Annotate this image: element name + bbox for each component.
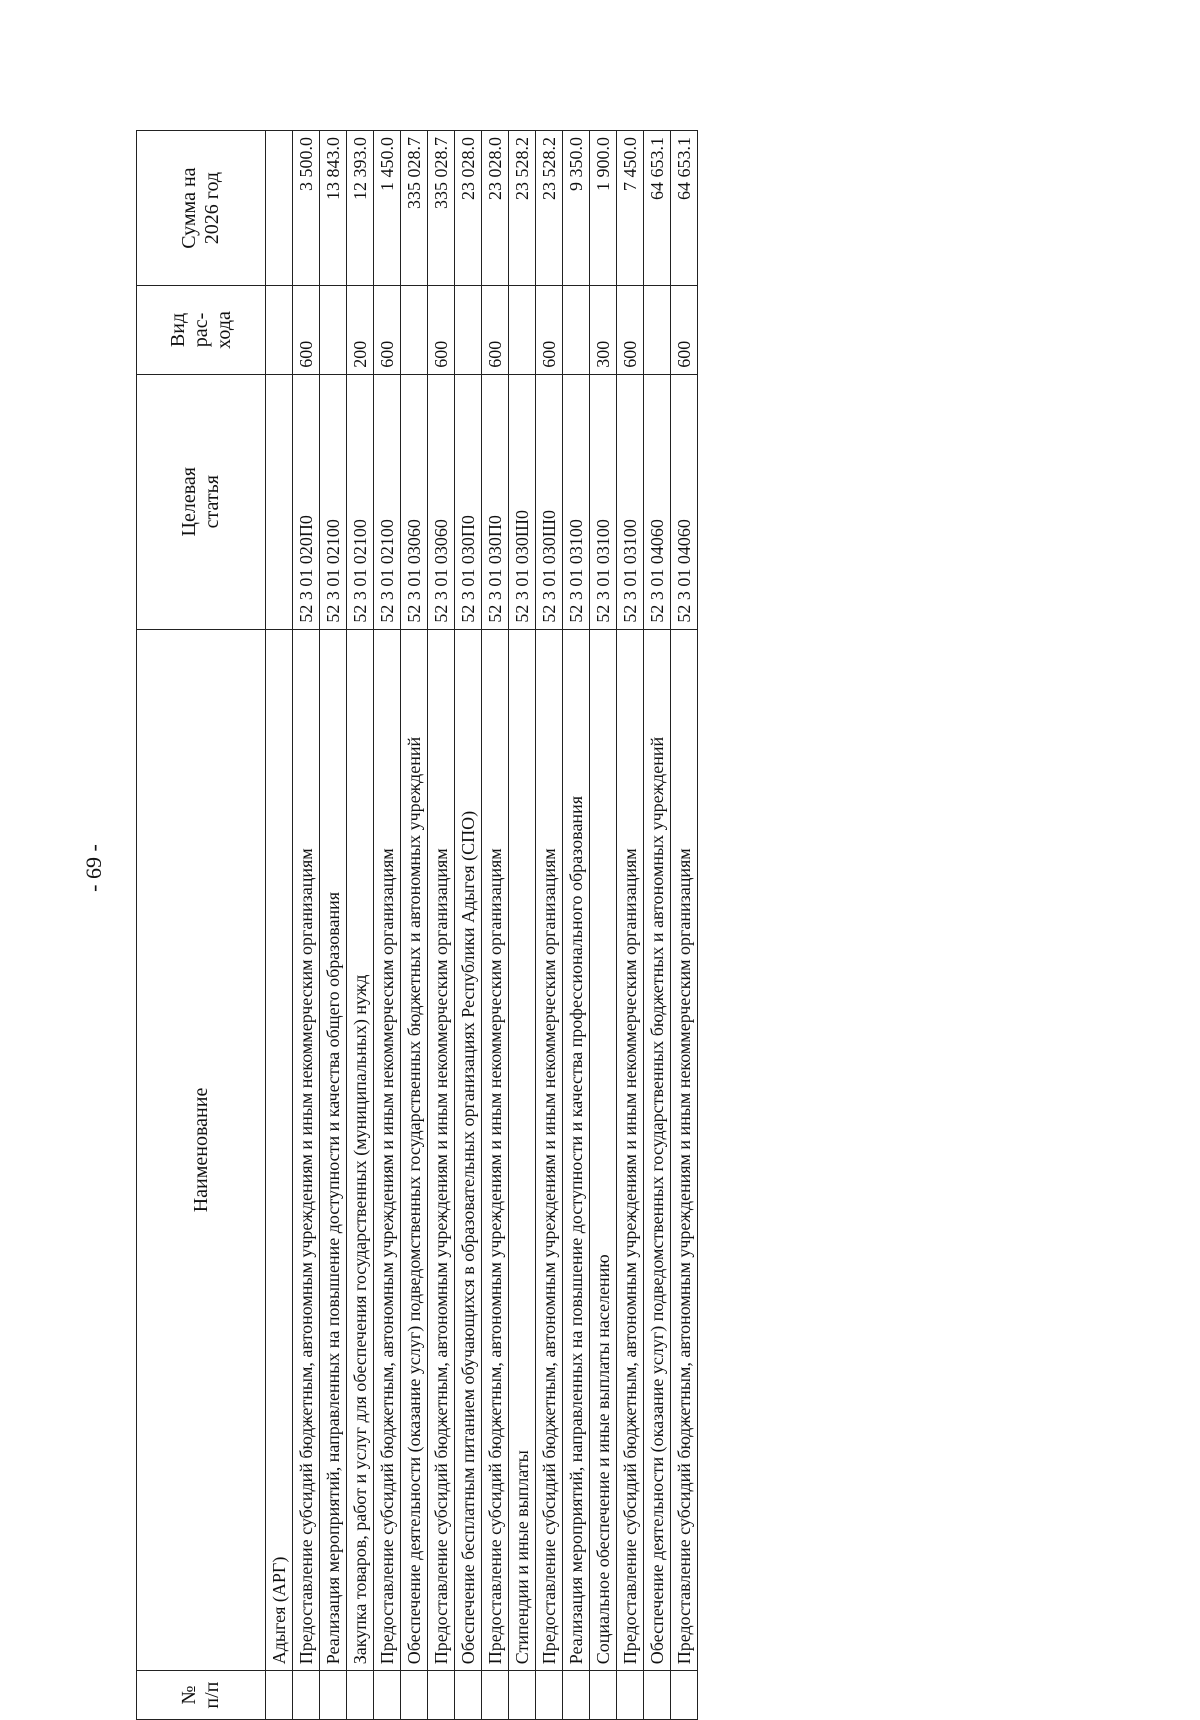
row-code-cell: 52 3 01 030П0 bbox=[455, 374, 482, 629]
row-kind-cell bbox=[563, 286, 590, 375]
row-code-cell: 52 3 01 03060 bbox=[401, 374, 428, 629]
row-kind-cell bbox=[644, 286, 671, 375]
row-sum-cell: 1 900.0 bbox=[590, 131, 617, 286]
row-kind-cell: 600 bbox=[536, 286, 563, 375]
table-row bbox=[563, 131, 590, 1720]
row-code-cell: 52 3 01 04060 bbox=[644, 374, 671, 629]
table-row bbox=[320, 131, 347, 1720]
table-row bbox=[455, 131, 482, 1720]
row-kind-cell bbox=[320, 286, 347, 375]
header-num-text: № п/п bbox=[178, 1681, 223, 1709]
row-name-cell: Предоставление субсидий бюджетным, автономным учреждениям и иным некоммерческим организациям bbox=[671, 629, 698, 1671]
row-code-cell bbox=[266, 374, 293, 629]
row-code-cell: 52 3 01 020П0 bbox=[293, 374, 320, 629]
row-name-cell: Предоставление субсидий бюджетным, автономным учреждениям и иным некоммерческим организациям bbox=[293, 629, 320, 1671]
row-sum-cell: 23 528.2 bbox=[509, 131, 536, 286]
row-code-cell: 52 3 01 03100 bbox=[590, 374, 617, 629]
row-code-cell: 52 3 01 03060 bbox=[428, 374, 455, 629]
row-kind-cell: 600 bbox=[671, 286, 698, 375]
row-kind-cell: 600 bbox=[293, 286, 320, 375]
row-kind-cell bbox=[455, 286, 482, 375]
row-code-cell: 52 3 01 030Ш0 bbox=[509, 374, 536, 629]
header-num bbox=[137, 1671, 266, 1720]
table-row bbox=[347, 131, 374, 1720]
row-num-cell bbox=[347, 1671, 374, 1720]
row-name-cell: Предоставление субсидий бюджетным, автономным учреждениям и иным некоммерческим организациям bbox=[617, 629, 644, 1671]
table-row bbox=[536, 131, 563, 1720]
row-sum-cell: 12 393.0 bbox=[347, 131, 374, 286]
row-num-cell bbox=[455, 1671, 482, 1720]
row-sum-cell: 23 528.2 bbox=[536, 131, 563, 286]
row-name-cell: Реализация мероприятий, направленных на повышение доступности и качества общего образования bbox=[320, 629, 347, 1671]
row-name-cell: Предоставление субсидий бюджетным, автономным учреждениям и иным некоммерческим организациям bbox=[428, 629, 455, 1671]
row-sum-cell: 335 028.7 bbox=[401, 131, 428, 286]
row-name-cell: Реализация мероприятий, направленных на повышение доступности и качества профессионального образования bbox=[563, 629, 590, 1671]
budget-sheet bbox=[136, 130, 986, 1720]
header-sum bbox=[137, 131, 266, 286]
row-kind-cell bbox=[401, 286, 428, 375]
row-kind-cell: 200 bbox=[347, 286, 374, 375]
row-code-cell: 52 3 01 030П0 bbox=[482, 374, 509, 629]
page-number: - 69 - bbox=[81, 844, 106, 892]
row-sum-cell: 9 350.0 bbox=[563, 131, 590, 286]
table-row bbox=[374, 131, 401, 1720]
row-code-cell: 52 3 01 03100 bbox=[617, 374, 644, 629]
row-code-cell: 52 3 01 02100 bbox=[374, 374, 401, 629]
row-num-cell bbox=[671, 1671, 698, 1720]
header-name bbox=[137, 629, 266, 1671]
row-name-cell: Предоставление субсидий бюджетным, автономным учреждениям и иным некоммерческим организациям bbox=[482, 629, 509, 1671]
row-sum-cell: 1 450.0 bbox=[374, 131, 401, 286]
table-row bbox=[401, 131, 428, 1720]
table-body bbox=[266, 131, 698, 1720]
row-code-cell: 52 3 01 04060 bbox=[671, 374, 698, 629]
row-code-cell: 52 3 01 02100 bbox=[347, 374, 374, 629]
row-name-cell: Обеспечение деятельности (оказание услуг) подведомственных государственных бюджетных и автономных учреждений bbox=[401, 629, 428, 1671]
table-header-row bbox=[137, 131, 266, 1720]
budget-table bbox=[136, 130, 698, 1720]
row-name-cell: Обеспечение деятельности (оказание услуг) подведомственных государственных бюджетных и автономных учреждений bbox=[644, 629, 671, 1671]
row-sum-cell bbox=[266, 131, 293, 286]
row-num-cell bbox=[482, 1671, 509, 1720]
row-num-cell bbox=[644, 1671, 671, 1720]
table-row bbox=[428, 131, 455, 1720]
row-sum-cell: 23 028.0 bbox=[482, 131, 509, 286]
header-kind bbox=[137, 286, 266, 375]
row-kind-cell: 600 bbox=[617, 286, 644, 375]
row-name-cell: Стипендии и иные выплаты bbox=[509, 629, 536, 1671]
header-code bbox=[137, 374, 266, 629]
row-sum-cell: 64 653.1 bbox=[644, 131, 671, 286]
row-kind-cell: 600 bbox=[428, 286, 455, 375]
row-sum-cell: 7 450.0 bbox=[617, 131, 644, 286]
row-num-cell bbox=[536, 1671, 563, 1720]
row-num-cell bbox=[428, 1671, 455, 1720]
row-code-cell: 52 3 01 02100 bbox=[320, 374, 347, 629]
row-sum-cell: 335 028.7 bbox=[428, 131, 455, 286]
row-code-cell: 52 3 01 030Ш0 bbox=[536, 374, 563, 629]
row-code-cell: 52 3 01 03100 bbox=[563, 374, 590, 629]
row-sum-cell: 3 500.0 bbox=[293, 131, 320, 286]
row-num-cell bbox=[509, 1671, 536, 1720]
row-kind-cell bbox=[509, 286, 536, 375]
row-name-cell: Предоставление субсидий бюджетным, автономным учреждениям и иным некоммерческим организациям bbox=[536, 629, 563, 1671]
row-num-cell bbox=[590, 1671, 617, 1720]
table-row bbox=[482, 131, 509, 1720]
row-num-cell bbox=[401, 1671, 428, 1720]
row-sum-cell: 13 843.0 bbox=[320, 131, 347, 286]
row-num-cell bbox=[563, 1671, 590, 1720]
row-kind-cell bbox=[266, 286, 293, 375]
row-kind-cell: 600 bbox=[482, 286, 509, 375]
row-name-cell: Предоставление субсидий бюджетным, автономным учреждениям и иным некоммерческим организациям bbox=[374, 629, 401, 1671]
header-name-text: Наименование bbox=[189, 1087, 212, 1213]
row-sum-cell: 23 028.0 bbox=[455, 131, 482, 286]
rotated-table-container bbox=[136, 130, 986, 1720]
table-row bbox=[590, 131, 617, 1720]
table-row bbox=[509, 131, 536, 1720]
table-row bbox=[293, 131, 320, 1720]
row-num-cell bbox=[374, 1671, 401, 1720]
row-name-cell: Социальное обеспечение и иные выплаты населению bbox=[590, 629, 617, 1671]
header-kind-text: Вид рас- хода bbox=[166, 311, 235, 349]
table-row bbox=[617, 131, 644, 1720]
row-name-cell: Обеспечение бесплатным питанием обучающихся в образовательных организациях Республики Адыгея (СПО) bbox=[455, 629, 482, 1671]
row-num-cell bbox=[617, 1671, 644, 1720]
row-name-cell: Адыгея (АРГ) bbox=[266, 629, 293, 1671]
table-row bbox=[671, 131, 698, 1720]
header-sum-text: Сумма на 2026 год bbox=[178, 167, 223, 249]
table-row bbox=[644, 131, 671, 1720]
row-name-cell: Закупка товаров, работ и услуг для обеспечения государственных (муниципальных) нужд bbox=[347, 629, 374, 1671]
row-num-cell bbox=[293, 1671, 320, 1720]
row-num-cell bbox=[320, 1671, 347, 1720]
row-sum-cell: 64 653.1 bbox=[671, 131, 698, 286]
row-kind-cell: 300 bbox=[590, 286, 617, 375]
row-num-cell bbox=[266, 1671, 293, 1720]
row-kind-cell: 600 bbox=[374, 286, 401, 375]
table-row bbox=[266, 131, 293, 1720]
header-code-text: Целевая статья bbox=[178, 467, 223, 537]
